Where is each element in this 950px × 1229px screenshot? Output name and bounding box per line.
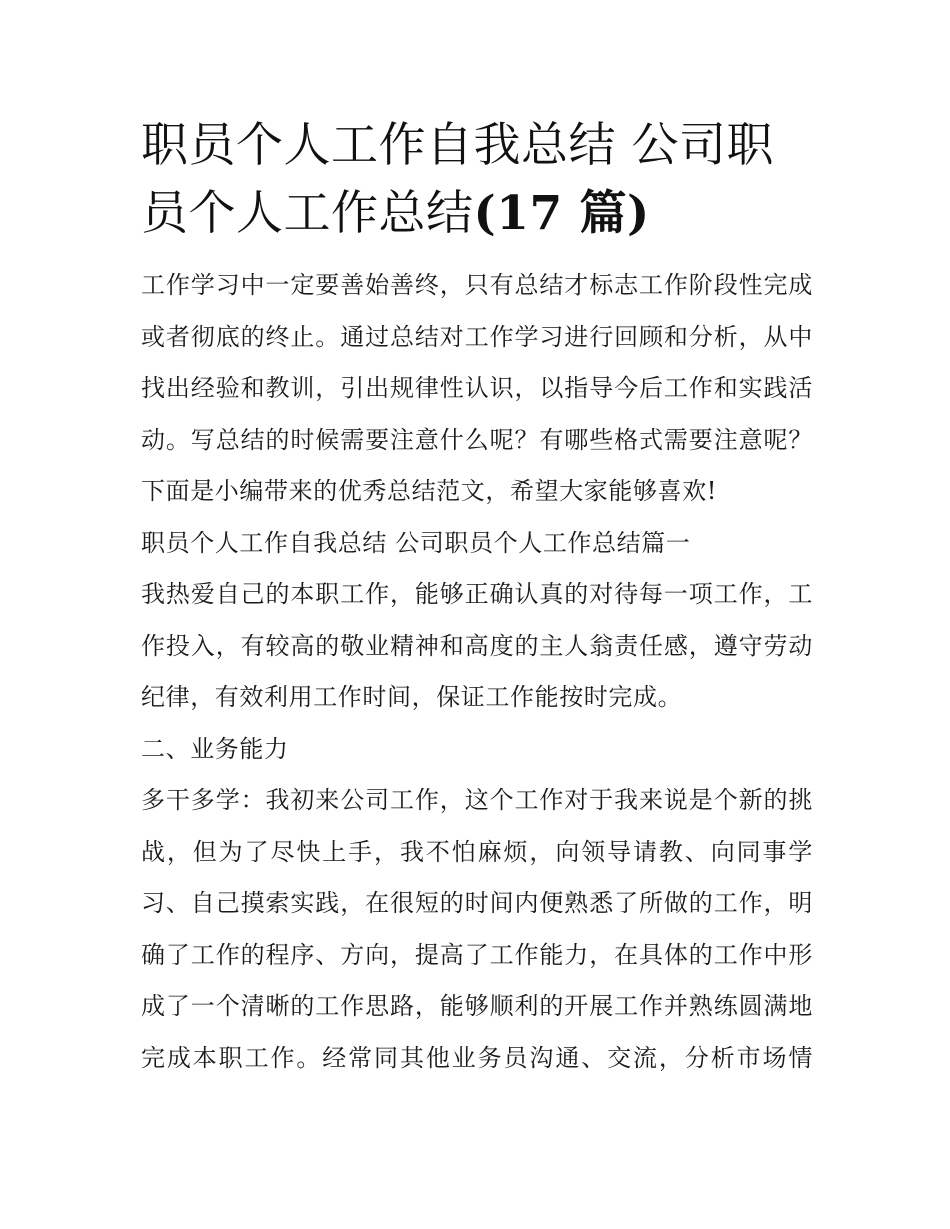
- body-line: 找出经验和教训，引出规律性认识，以指导今后工作和实践活: [141, 374, 813, 402]
- body-line: 工作学习中一定要善始善终，只有总结才标志工作阶段性完成: [141, 271, 813, 299]
- title-count: (17 篇): [473, 186, 650, 241]
- document-body: [141, 260, 813, 1084]
- body-line: 作投入，有较高的敬业精神和高度的主人翁责任感，遵守劳动: [141, 631, 813, 660]
- title-line-2: 员个人工作总结: [141, 186, 474, 241]
- section-heading: 职员个人工作自我总结 公司职员个人工作总结篇一: [141, 528, 691, 557]
- body-line: 成了一个清晰的工作思路，能够顺利的开展工作并熟练圆满地: [141, 992, 813, 1020]
- document-page: [141, 112, 813, 1084]
- body-line: 确了工作的程序、方向，提高了工作能力，在具体的工作中形: [141, 940, 813, 969]
- body-line: 纪律，有效利用工作时间，保证工作能按时完成。: [141, 683, 683, 711]
- document-title: [141, 112, 813, 248]
- body-line: 下面是小编带来的优秀总结范文，希望大家能够喜欢!: [141, 477, 718, 505]
- body-line: 或者彻底的终止。通过总结对工作学习进行回顾和分析，从中: [141, 322, 813, 351]
- body-line: 我热爱自己的本职工作，能够正确认真的对待每一项工作，工: [141, 580, 813, 608]
- body-line: 习、自己摸索实践，在很短的时间内便熟悉了所做的工作，明: [141, 889, 813, 917]
- body-line: 多干多学：我初来公司工作，这个工作对于我来说是个新的挑: [141, 786, 813, 814]
- title-line-1: 职员个人工作自我总结 公司职: [141, 118, 774, 173]
- body-line: 战，但为了尽快上手，我不怕麻烦，向领导请教、向同事学: [141, 837, 813, 866]
- body-line: 完成本职工作。经常同其他业务员沟通、交流，分析市场情: [141, 1043, 813, 1072]
- section-heading: 二、业务能力: [141, 734, 289, 763]
- body-line: 动。写总结的时候需要注意什么呢？有哪些格式需要注意呢？: [141, 425, 813, 454]
